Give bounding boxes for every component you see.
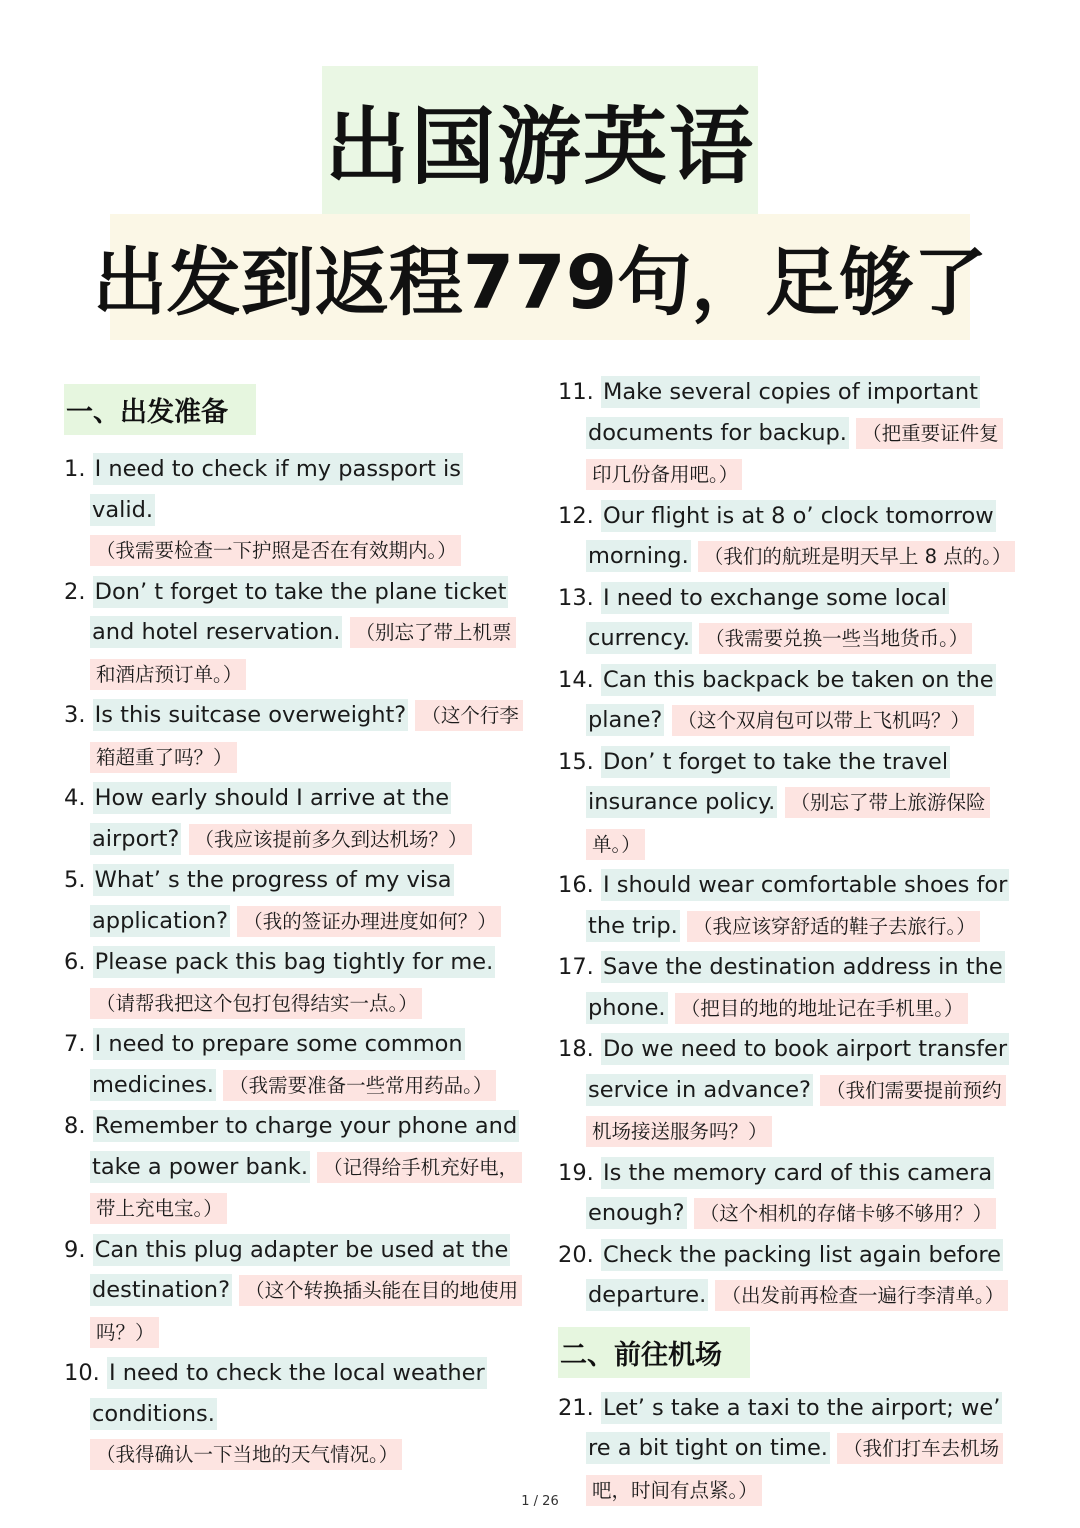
- item-english: Remember to charge your phone and take a power bank.: [90, 1110, 519, 1183]
- item-chinese: （我应该穿舒适的鞋子去旅行。）: [687, 911, 980, 942]
- item-chinese: （出发前再检查一遍行李清单。）: [715, 1280, 1008, 1311]
- list-item: [558, 742, 1018, 866]
- item-number: 2.: [64, 578, 86, 605]
- item-english: Don’ t forget to take the plane ticket and hotel reservation.: [90, 576, 508, 649]
- list-item: [558, 1388, 1018, 1512]
- list-item: [64, 1106, 526, 1230]
- item-number: 20.: [558, 1241, 594, 1268]
- list-item: [558, 660, 1018, 742]
- list-item: [64, 1024, 526, 1106]
- item-number: 13.: [558, 584, 594, 611]
- item-number: 15.: [558, 748, 594, 775]
- item-number: 8.: [64, 1113, 86, 1139]
- item-chinese: （记得给手机充好电，带上充电宝。）: [90, 1152, 522, 1225]
- right-column: [558, 372, 1018, 1511]
- item-chinese: （这个双肩包可以带上飞机吗？）: [672, 705, 975, 736]
- list-item: [558, 372, 1018, 496]
- item-number: 4.: [64, 785, 86, 811]
- item-chinese: （我需要兑换一些当地货币。）: [699, 623, 972, 654]
- item-number: 11.: [558, 379, 594, 405]
- list-item: [558, 865, 1018, 947]
- page-number: 1 / 26: [521, 1494, 559, 1509]
- item-chinese: （我们的航班是明天早上 8 点的。）: [698, 541, 1016, 572]
- item-english: Our flight is at 8 o’ clock tomorrow morning.: [586, 500, 996, 573]
- item-number: 19.: [558, 1159, 594, 1186]
- item-english: Can this backpack be taken on the plane?: [586, 664, 996, 737]
- item-number: 9.: [64, 1236, 86, 1263]
- list-item: [64, 695, 526, 778]
- list-item: [64, 449, 526, 572]
- section-heading: 一、出发准备: [64, 384, 256, 435]
- list-item: [64, 942, 526, 1024]
- section-heading: 二、前往机场: [558, 1327, 750, 1378]
- list-item: [558, 1153, 1018, 1235]
- item-chinese: （把目的地的地址记在手机里。）: [675, 993, 968, 1024]
- item-english: I need to exchange some local currency.: [586, 582, 949, 655]
- item-number: 18.: [558, 1036, 594, 1062]
- item-chinese: （我的签证办理进度如何？）: [237, 906, 501, 937]
- item-chinese: （我需要准备一些常用药品。）: [223, 1070, 496, 1101]
- item-chinese: （请帮我把这个包打包得结实一点。）: [90, 988, 422, 1019]
- list-item: [64, 778, 526, 860]
- item-number: 21.: [558, 1394, 594, 1421]
- item-chinese: （别忘了带上旅游保险单。）: [586, 787, 990, 860]
- item-english: Do we need to book airport transfer service in advance?: [586, 1033, 1009, 1106]
- item-english: I should wear comfortable shoes for the trip.: [586, 869, 1009, 942]
- item-english: Don’ t forget to take the travel insurance policy.: [586, 746, 950, 819]
- left-column: [64, 384, 526, 1476]
- item-number: 17.: [558, 954, 594, 980]
- item-chinese: （这个行李箱超重了吗？）: [90, 700, 523, 773]
- item-english: How early should I arrive at the airport?: [90, 782, 451, 855]
- list-item: [558, 1235, 1018, 1317]
- item-chinese: （我们需要提前预约机场接送服务吗？）: [586, 1075, 1006, 1148]
- list-item: [64, 1230, 526, 1354]
- item-english: Let’ s take a taxi to the airport; we’ re a bit tight on time.: [586, 1392, 1002, 1465]
- item-chinese: （这个相机的存储卡够不够用？）: [694, 1198, 997, 1229]
- item-english: Is this suitcase overweight?: [93, 699, 409, 731]
- item-chinese: （我需要检查一下护照是否在有效期内。）: [90, 535, 461, 566]
- item-english: Please pack this bag tightly for me.: [93, 946, 496, 978]
- item-number: 10.: [64, 1360, 100, 1386]
- item-english: What’ s the progress of my visa application?: [90, 864, 454, 937]
- list-item: [64, 860, 526, 942]
- item-number: 12.: [558, 502, 594, 529]
- list-item: [64, 1353, 526, 1476]
- item-english: Is the memory card of this camera enough?: [586, 1157, 994, 1230]
- item-chinese: （把重要证件复印几份备用吧。）: [586, 418, 1003, 491]
- list-item: [558, 496, 1018, 578]
- item-number: 3.: [64, 702, 86, 728]
- item-number: 16.: [558, 872, 594, 898]
- item-number: 7.: [64, 1031, 86, 1057]
- item-chinese: （我得确认一下当地的天气情况。）: [90, 1439, 402, 1470]
- list-item: [558, 1029, 1018, 1153]
- item-english: Check the packing list again before departure.: [586, 1239, 1003, 1312]
- item-english: I need to check if my passport is valid.: [90, 453, 463, 526]
- item-english: Make several copies of important documents for backup.: [586, 376, 980, 449]
- item-chinese: （我应该提前多久到达机场？）: [189, 824, 472, 855]
- item-english: I need to check the local weather conditions.: [90, 1357, 487, 1430]
- item-chinese: （这个转换插头能在目的地使用吗？）: [90, 1275, 522, 1348]
- list-item: [558, 947, 1018, 1029]
- item-chinese: （别忘了带上机票和酒店预订单。）: [90, 617, 516, 690]
- item-number: 6.: [64, 949, 86, 975]
- page-title: 出国游英语: [322, 66, 758, 214]
- item-number: 5.: [64, 867, 86, 893]
- list-item: [558, 578, 1018, 660]
- item-english: I need to prepare some common medicines.: [90, 1028, 465, 1101]
- list-item: [64, 572, 526, 696]
- item-number: 1.: [64, 456, 86, 482]
- item-chinese: （我们打车去机场吧，时间有点紧。）: [586, 1433, 1003, 1506]
- item-english: Can this plug adapter be used at the destination?: [90, 1234, 510, 1307]
- item-number: 14.: [558, 666, 594, 693]
- page-subtitle: 出发到返程779句，足够了: [110, 214, 970, 340]
- item-english: Save the destination address in the phone.: [586, 951, 1005, 1024]
